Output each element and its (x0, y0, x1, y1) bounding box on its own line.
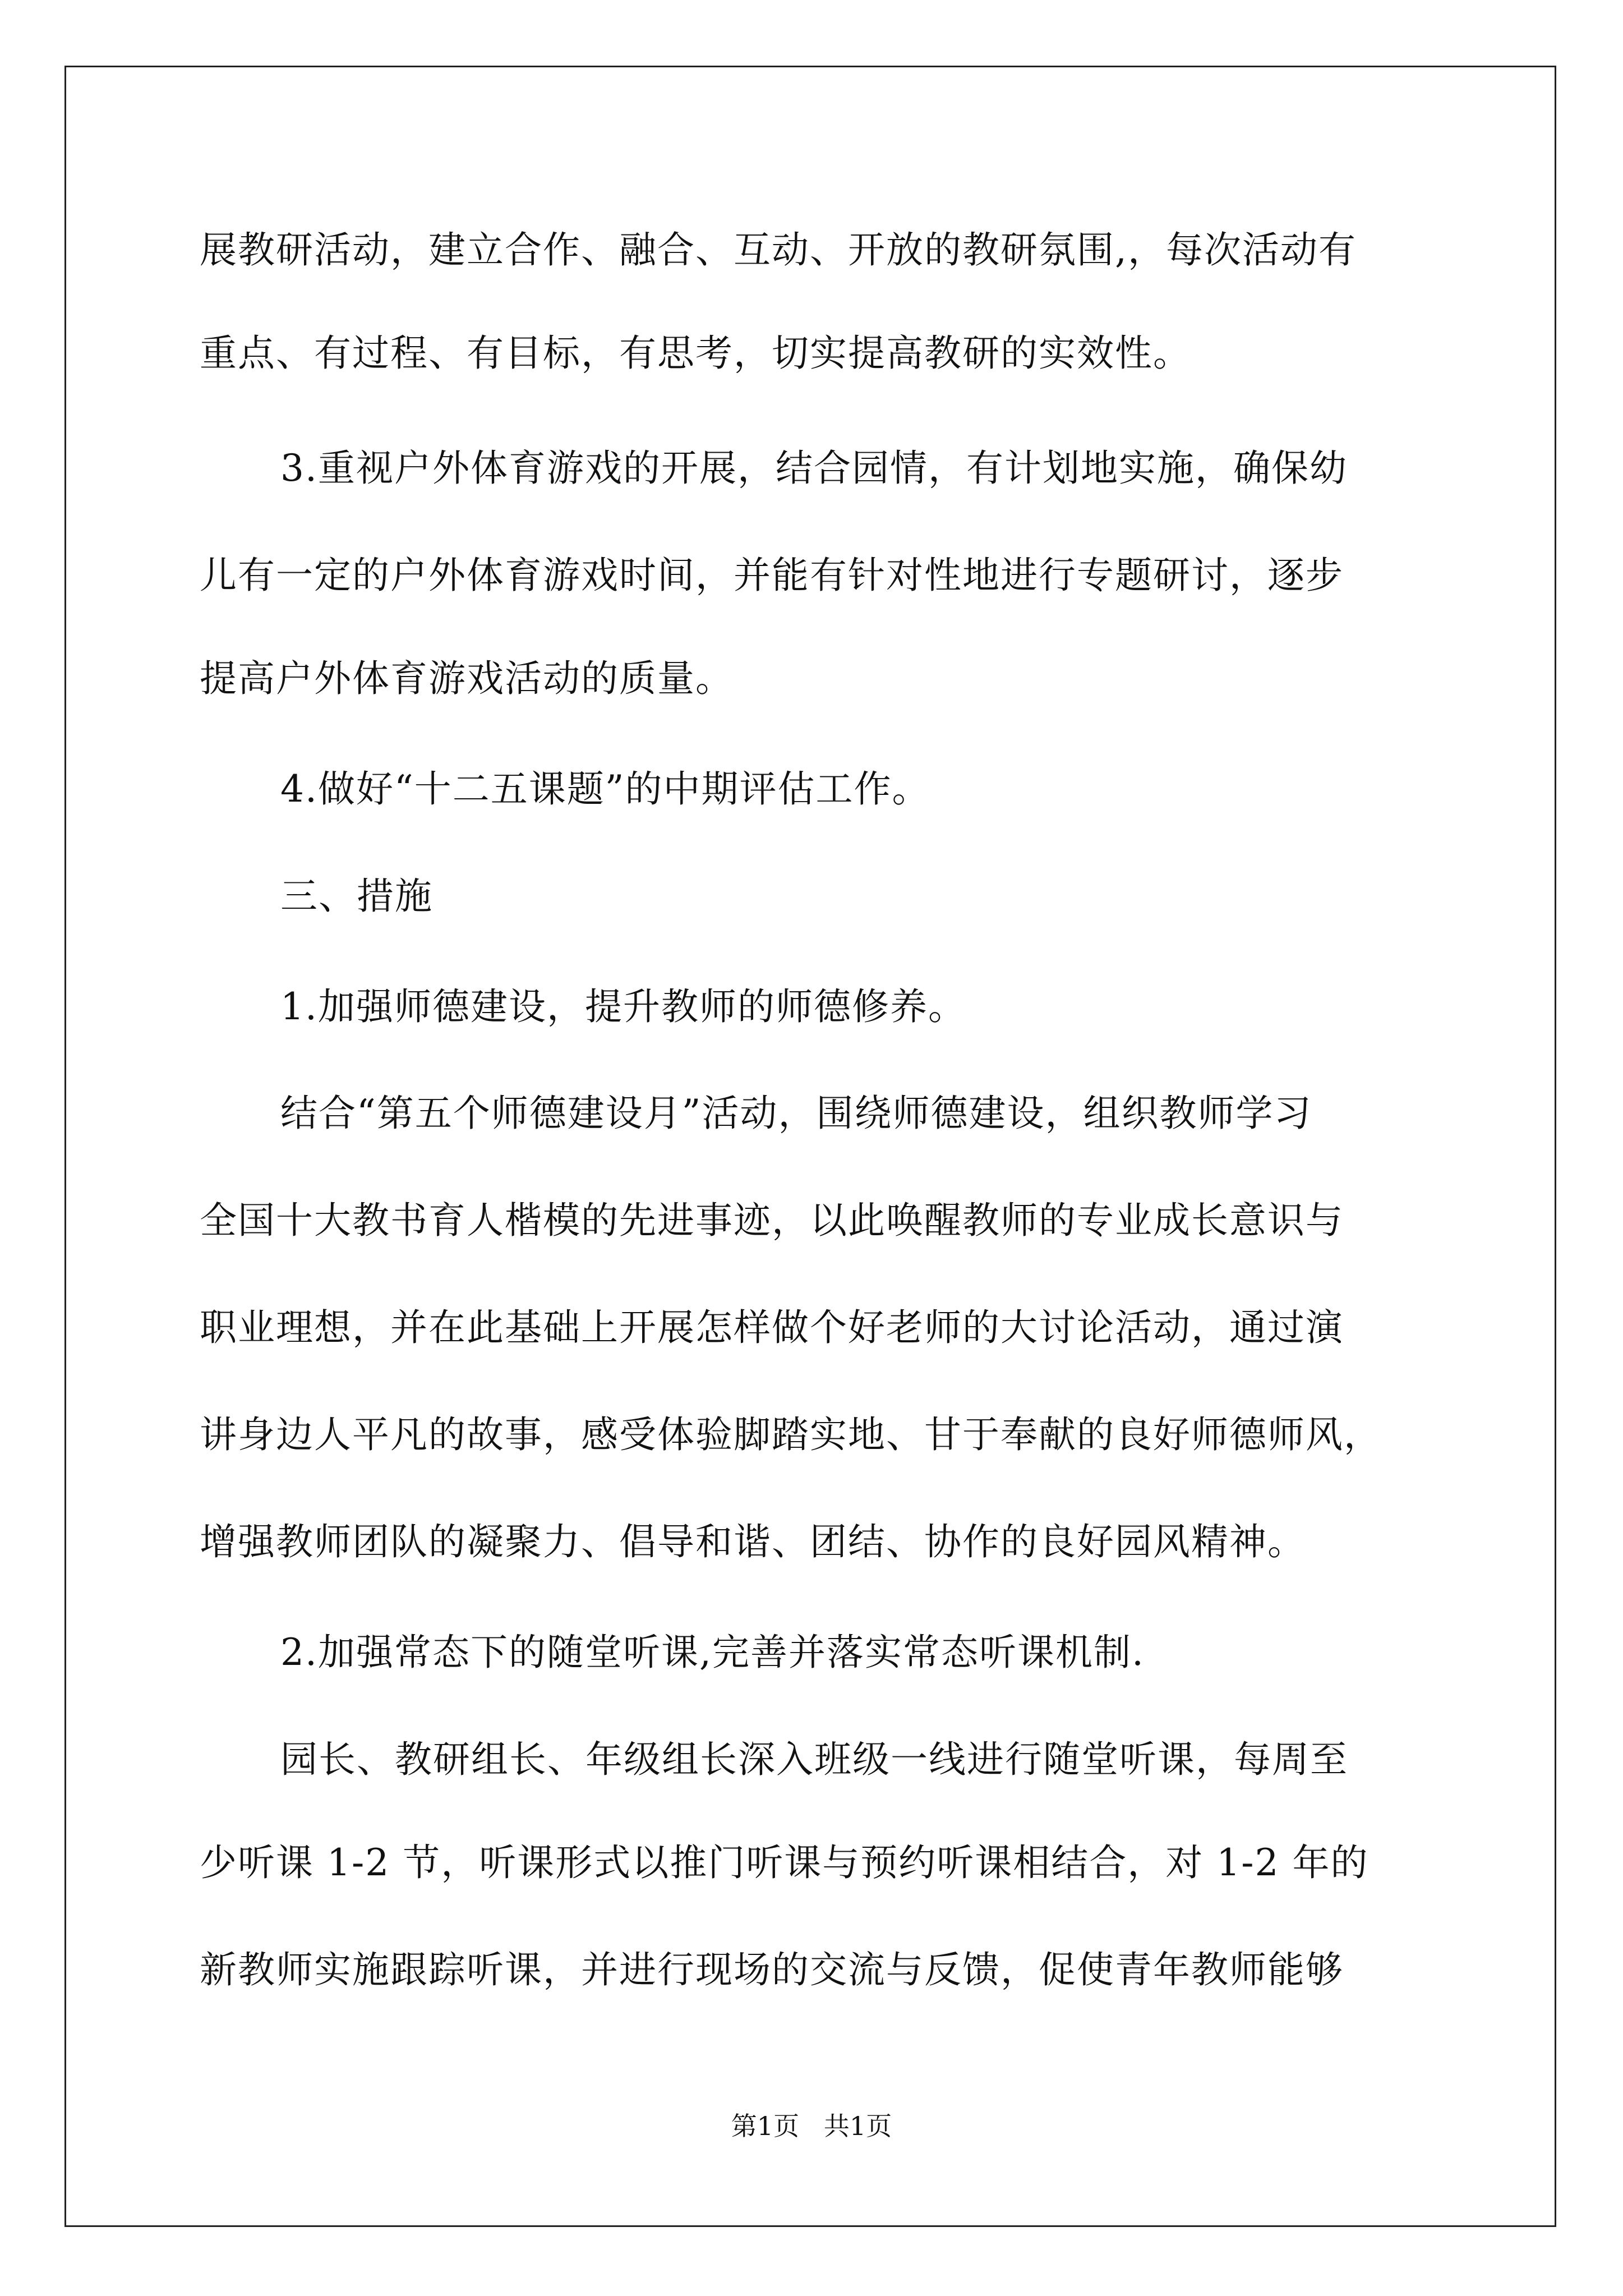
text-line: 展教研活动，建立合作、融合、互动、开放的教研氛围,，每次活动有 (200, 228, 1357, 272)
page-border (64, 66, 1556, 2227)
text-line: 讲身边人平凡的故事，感受体验脚踏实地、甘于奉献的良好师德师风， (200, 1413, 1382, 1456)
text-line: 2.加强常态下的随堂听课,完善并落实常态听课机制. (280, 1631, 1145, 1674)
text-line: 1.加强师德建设，提升教师的师德修养。 (280, 985, 966, 1028)
text-line: 4.做好“十二五课题”的中期评估工作。 (280, 767, 930, 811)
text-line: 新教师实施跟踪听课，并进行现场的交流与反馈，促使青年教师能够 (200, 1948, 1344, 1991)
section-heading: 三、措施 (280, 875, 433, 918)
text-line: 园长、教研组长、年级组长深入班级一线进行随堂听课，每周至 (280, 1738, 1348, 1781)
text-line: 提高户外体育游戏活动的质量。 (200, 657, 734, 700)
text-line: 全国十大教书育人楷模的先进事迹，以此唤醒教师的专业成长意识与 (200, 1199, 1344, 1242)
text-line: 儿有一定的户外体育游戏时间，并能有针对性地进行专题研讨，逐步 (200, 554, 1344, 597)
page-footer: 第1页 共1页 (731, 2111, 892, 2141)
text-line: 少听课 1-2 节，听课形式以推门听课与预约听课相结合，对 1-2 年的 (200, 1841, 1369, 1884)
text-line: 结合“第五个师德建设月”活动，围绕师德建设，组织教师学习 (280, 1092, 1312, 1135)
text-line: 增强教师团队的凝聚力、倡导和谐、团结、协作的良好园风精神。 (200, 1520, 1306, 1563)
text-line: 重点、有过程、有目标，有思考，切实提高教研的实效性。 (200, 332, 1191, 375)
text-line: 3.重视户外体育游戏的开展，结合园情，有计划地实施，确保幼 (280, 447, 1348, 490)
text-line: 职业理想，并在此基础上开展怎样做个好老师的大讨论活动，通过演 (200, 1306, 1344, 1349)
